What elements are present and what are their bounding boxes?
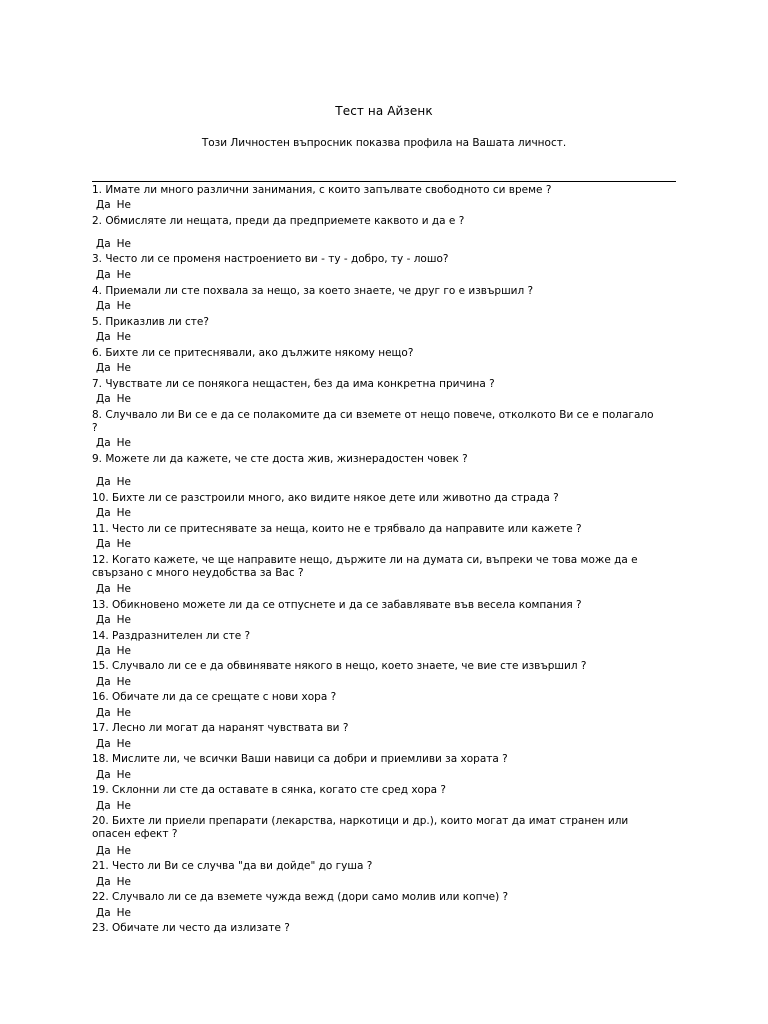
answer-options <box>96 269 131 282</box>
answer-yes[interactable]: Да <box>96 676 111 688</box>
answer-options <box>96 238 131 251</box>
answer-no[interactable]: Не <box>116 269 131 281</box>
question-item: 17. Лесно ли могат да наранят чувствата ви ? <box>92 722 349 734</box>
answer-options <box>96 362 131 375</box>
answer-options <box>96 583 131 596</box>
answer-no[interactable]: Не <box>116 507 131 519</box>
question-item: 6. Бихте ли се притеснявали, ако дължите някому нещо? <box>92 347 414 359</box>
answer-options <box>96 538 131 551</box>
answer-options <box>96 800 131 813</box>
question-item: 22. Случвало ли се да вземете чужда вежд (дори само молив или копче) ? <box>92 891 509 903</box>
question-item: 2. Обмисляте ли нещата, преди да предприемете каквото и да е ? <box>92 215 465 227</box>
answer-no[interactable]: Не <box>116 876 131 888</box>
answer-options <box>96 437 131 450</box>
answer-no[interactable]: Не <box>116 738 131 750</box>
answer-yes[interactable]: Да <box>96 738 111 750</box>
question-item: 3. Често ли се променя настроението ви - ту - добро, ту - лошо? <box>92 253 449 265</box>
answer-yes[interactable]: Да <box>96 538 111 550</box>
answer-options <box>96 738 131 751</box>
answer-options <box>96 331 131 344</box>
page-title: Тест на Айзенк <box>335 104 433 118</box>
answer-no[interactable]: Не <box>116 583 131 595</box>
question-item: 15. Случвало ли се е да обвинявате някого в нещо, което знаете, че вие сте извършил ? <box>92 660 587 672</box>
answer-yes[interactable]: Да <box>96 845 111 857</box>
question-item: 8. Случвало ли Ви се е да се полакомите да си вземете от нещо повече, отколкото Ви се е полагало ? <box>92 409 654 434</box>
question-item: 10. Бихте ли се разстроили много, ако видите някое дете или животно да страда ? <box>92 492 559 504</box>
question-item: 1. Имате ли много различни занимания, с които запълвате свободното си време ? <box>92 184 552 196</box>
answer-options <box>96 907 131 920</box>
answer-yes[interactable]: Да <box>96 707 111 719</box>
answer-yes[interactable]: Да <box>96 199 111 211</box>
answer-no[interactable]: Не <box>116 907 131 919</box>
answer-no[interactable]: Не <box>116 800 131 812</box>
question-item: 18. Мислите ли, че всички Ваши навици са добри и приемливи за хората ? <box>92 753 508 765</box>
answer-no[interactable]: Не <box>116 300 131 312</box>
answer-yes[interactable]: Да <box>96 300 111 312</box>
answer-options <box>96 393 131 406</box>
answer-yes[interactable]: Да <box>96 769 111 781</box>
answer-yes[interactable]: Да <box>96 238 111 250</box>
answer-options <box>96 676 131 689</box>
question-item: 20. Бихте ли приели препарати (лекарства, наркотици и др.), които могат да имат странен или опасен ефект ? <box>92 815 629 840</box>
question-item: 21. Често ли Ви се случва "да ви дойде" до гуша ? <box>92 860 373 872</box>
answer-options <box>96 769 131 782</box>
question-item: 19. Склонни ли сте да оставате в сянка, когато сте сред хора ? <box>92 784 446 796</box>
answer-yes[interactable]: Да <box>96 269 111 281</box>
answer-yes[interactable]: Да <box>96 507 111 519</box>
question-item: 4. Приемали ли сте похвала за нещо, за което знаете, че друг го е извършил ? <box>92 285 534 297</box>
answer-yes[interactable]: Да <box>96 437 111 449</box>
answer-yes[interactable]: Да <box>96 393 111 405</box>
answer-options <box>96 476 131 489</box>
answer-yes[interactable]: Да <box>96 583 111 595</box>
question-item: 14. Раздразнителен ли сте ? <box>92 630 251 642</box>
answer-yes[interactable]: Да <box>96 907 111 919</box>
question-item: 5. Приказлив ли сте? <box>92 316 209 328</box>
answer-no[interactable]: Не <box>116 476 131 488</box>
question-item: 16. Обичате ли да се срещате с нови хора ? <box>92 691 337 703</box>
question-item: 23. Обичате ли често да излизате ? <box>92 922 290 934</box>
answer-options <box>96 645 131 658</box>
answer-yes[interactable]: Да <box>96 331 111 343</box>
answer-options <box>96 507 131 520</box>
answer-yes[interactable]: Да <box>96 476 111 488</box>
question-item: 9. Можете ли да кажете, че сте доста жив, жизнерадостен човек ? <box>92 453 468 465</box>
answer-no[interactable]: Не <box>116 707 131 719</box>
answer-yes[interactable]: Да <box>96 800 111 812</box>
divider <box>92 181 676 182</box>
answer-no[interactable]: Не <box>116 676 131 688</box>
answer-no[interactable]: Не <box>116 393 131 405</box>
page-subtitle: Този Личностен въпросник показва профила на Вашата личност. <box>201 137 567 149</box>
answer-no[interactable]: Не <box>116 769 131 781</box>
answer-no[interactable]: Не <box>116 614 131 626</box>
answer-no[interactable]: Не <box>116 362 131 374</box>
answer-no[interactable]: Не <box>116 538 131 550</box>
answer-yes[interactable]: Да <box>96 876 111 888</box>
answer-no[interactable]: Не <box>116 845 131 857</box>
question-item: 13. Обикновено можете ли да се отпуснете и да се забавлявате във весела компания ? <box>92 599 582 611</box>
answer-options <box>96 707 131 720</box>
answer-no[interactable]: Не <box>116 199 131 211</box>
answer-yes[interactable]: Да <box>96 614 111 626</box>
answer-options <box>96 199 131 212</box>
answer-yes[interactable]: Да <box>96 362 111 374</box>
answer-no[interactable]: Не <box>116 331 131 343</box>
answer-options <box>96 614 131 627</box>
answer-options <box>96 300 131 313</box>
question-item: 12. Когато кажете, че ще направите нещо, държите ли на думата си, въпреки че това може да е свързано с много неудобства за Вас ? <box>92 554 638 579</box>
answer-no[interactable]: Не <box>116 238 131 250</box>
answer-options <box>96 876 131 889</box>
answer-no[interactable]: Не <box>116 645 131 657</box>
question-item: 7. Чувствате ли се понякога нещастен, без да има конкретна причина ? <box>92 378 495 390</box>
answer-options <box>96 845 131 858</box>
answer-yes[interactable]: Да <box>96 645 111 657</box>
answer-no[interactable]: Не <box>116 437 131 449</box>
question-item: 11. Често ли се притеснявате за неща, които не е трябвало да направите или кажете ? <box>92 523 582 535</box>
